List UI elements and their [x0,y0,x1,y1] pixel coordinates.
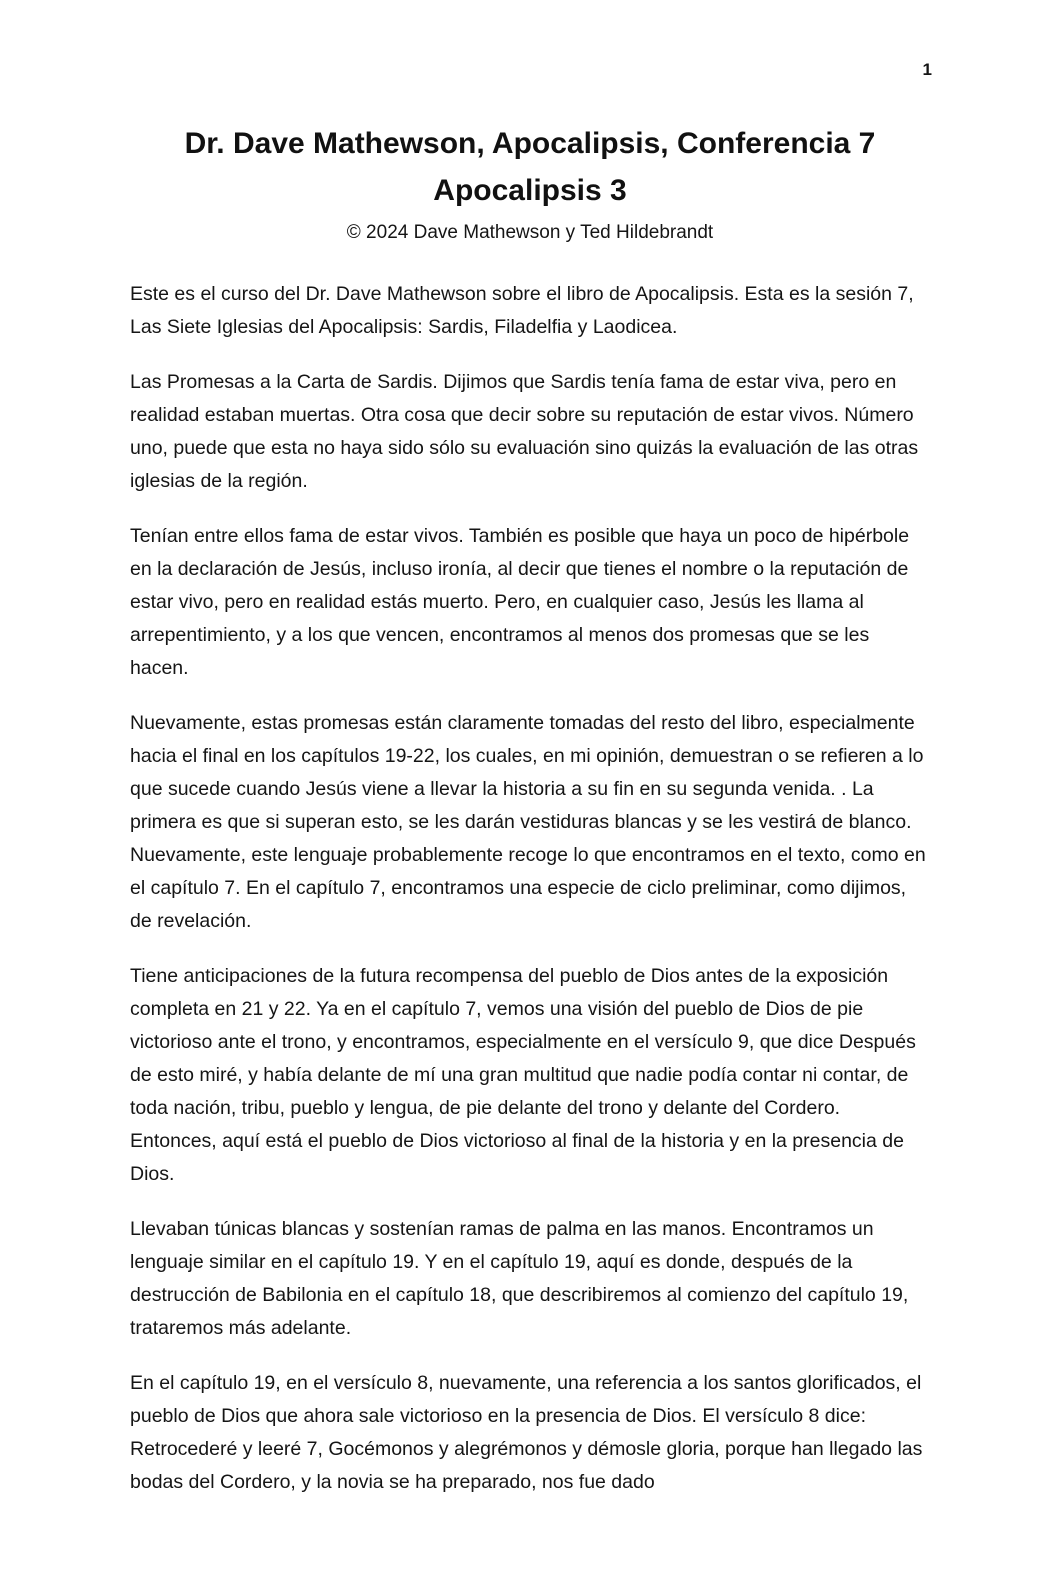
paragraph: Tenían entre ellos fama de estar vivos. También es posible que haya un poco de hipérbole en la declaración de Jesús, incluso ironía, al decir que tienes el nombre o la reputación de estar vivo, pero en realidad estás muerto. Pero, en cualquier caso, Jesús les llama al arrepentimiento, y a los que vencen, encontramos al menos dos promesas que se les hacen. [130,525,910,679]
page-number: 1 [922,60,932,79]
paragraph: Tiene anticipaciones de la futura recompensa del pueblo de Dios antes de la exposición completa en 21 y 22. Ya en el capítulo 7, vemos una visión del pueblo de Dios de pie victorioso ante el trono, y encontramos, especialmente en el versículo 9, que dice Después de esto miré, y había delante de mí una gran multitud que nadie podía contar ni contar, de toda nación, tribu, pueblo y lengua, de pie delante del trono y delante del Cordero. Entonces, aquí está el pueblo de Dios victorioso al final de la historia y en la presencia de Dios. [130,965,916,1185]
paragraph: Llevaban túnicas blancas y sostenían ramas de palma en las manos. Encontramos un lenguaje similar en el capítulo 19. Y en el capítulo 19, aquí es donde, después de la destrucción de Babilonia en el capítulo 18, que describiremos al comienzo del capítulo 19, trataremos más adelante. [130,1218,909,1339]
document-title-line2: Apocalipsis 3 [433,174,627,207]
paragraph: En el capítulo 19, en el versículo 8, nuevamente, una referencia a los santos glorificados, el pueblo de Dios que ahora sale victorioso en la presencia de Dios. El versículo 8 dice: Retrocederé y leeré 7, Gocémonos y alegrémonos y démosle gloria, porque han llegado las bodas del Cordero, y la novia se ha preparado, nos fue dado [130,1372,923,1493]
document-header [130,120,930,248]
paragraph: Este es el curso del Dr. Dave Mathewson sobre el libro de Apocalipsis. Esta es la sesión 7, Las Siete Iglesias del Apocalipsis: Sardis, Filadelfia y Laodicea. [130,283,914,338]
paragraph: Nuevamente, estas promesas están claramente tomadas del resto del libro, especialmente hacia el final en los capítulos 19-22, los cuales, en mi opinión, demuestran o se refieren a lo que sucede cuando Jesús viene a llevar la historia a su fin en su segunda venida. . La primera es que si superan esto, se les darán vestiduras blancas y se les vestirá de blanco. Nuevamente, este lenguaje probablemente recoge lo que encontramos en el texto, como en el capítulo 7. En el capítulo 7, encontramos una especie de ciclo preliminar, como dijimos, de revelación. [130,712,926,932]
document-body [130,278,930,1499]
copyright-line: © 2024 Dave Mathewson y Ted Hildebrandt [346,222,714,243]
document-title-line1: Dr. Dave Mathewson, Apocalipsis, Conferencia 7 [184,127,876,160]
paragraph: Las Promesas a la Carta de Sardis. Dijimos que Sardis tenía fama de estar viva, pero en realidad estaban muertas. Otra cosa que decir sobre su reputación de estar vivos. Número uno, puede que esta no haya sido sólo su evaluación sino quizás la evaluación de las otras iglesias de la región. [130,371,919,492]
